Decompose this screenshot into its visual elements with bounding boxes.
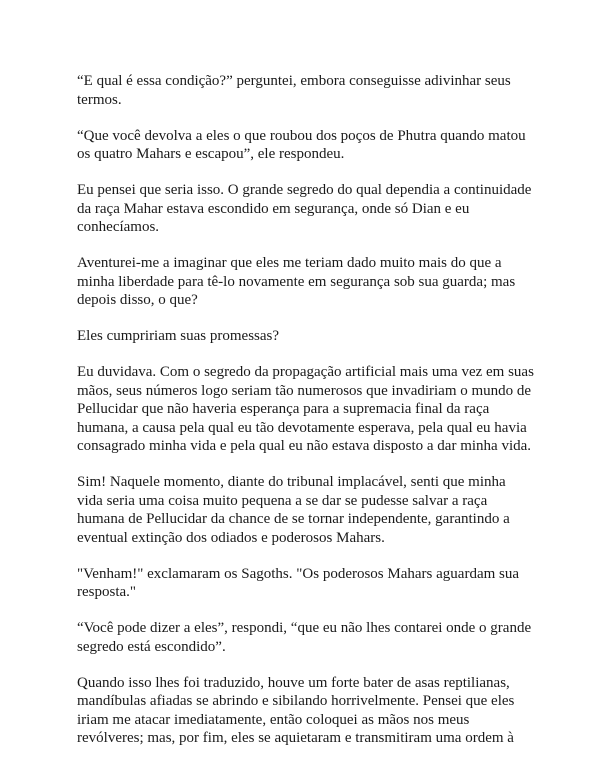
text-line: revólveres; mas, por fim, eles se aquietaram e transmitiram uma ordem à [77, 730, 514, 746]
text-line: Pellucidar que não haveria esperança para a supremacia final da raça [77, 401, 490, 417]
text-line: “Você pode dizer a eles”, respondi, “que eu não lhes contarei onde o grande [77, 620, 532, 636]
text-line: “E qual é essa condição?” perguntei, embora conseguisse adivinhar seus [77, 73, 511, 89]
paragraph-9 [77, 619, 547, 656]
text-line: iriam me atacar imediatamente, então coloquei as mãos nos meus [77, 711, 470, 728]
text-line: da raça Mahar estava escondido em segurança, onde só Dian e eu [77, 200, 470, 217]
paragraph-6 [77, 363, 547, 456]
text-line: humana, a causa pela qual eu tão devotamente esperava, pela qual eu havia [77, 419, 527, 436]
paragraph-5 [77, 327, 547, 346]
text-line: mandíbulas afiadas se abrindo e sibilando horrivelmente. Pensei que eles [77, 693, 515, 709]
text-line: Eles cumpririam suas promessas? [77, 328, 280, 344]
text-line: os quatro Mahars e escapou”, ele respondeu. [77, 146, 345, 162]
paragraph-3 [77, 181, 547, 237]
text-line: termos. [77, 91, 122, 108]
text-line: Quando isso lhes foi traduzido, houve um forte bater de asas reptilianas, [77, 674, 510, 691]
text-line: minha liberdade para tê-lo novamente em segurança sob sua guarda; mas [77, 273, 516, 290]
paragraph-2 [77, 127, 547, 164]
text-line: depois disso, o que? [77, 292, 198, 308]
paragraph-4 [77, 254, 547, 310]
text-line: conhecíamos. [77, 219, 160, 235]
text-line: Eu duvidava. Com o segredo da propagação artificial mais uma vez em suas [77, 364, 534, 380]
body-text [77, 72, 547, 765]
text-line: "Venham!" exclamaram os Sagoths. "Os poderosos Mahars aguardam sua [77, 565, 520, 582]
text-line: eventual extinção dos odiados e poderosos Mahars. [77, 529, 385, 546]
text-line: humana de Pellucidar da chance de se tornar independente, garantindo a [77, 511, 510, 527]
text-line: vida seria uma coisa muito pequena a se dar se pudesse salvar a raça [77, 492, 488, 509]
paragraph-10 [77, 674, 547, 748]
text-line: Eu pensei que seria isso. O grande segredo do qual dependia a continuidade [77, 182, 532, 198]
text-line: consagrado minha vida e pela qual eu não estava disposto a dar minha vida. [77, 438, 532, 454]
text-line: mãos, seus números logo seriam tão numerosos que invadiriam o mundo de [77, 382, 532, 399]
text-line: segredo está escondido”. [77, 638, 226, 655]
text-line: “Que você devolva a eles o que roubou dos poços de Phutra quando matou [77, 127, 526, 144]
text-line: Sim! Naquele momento, diante do tribunal implacável, senti que minha [77, 474, 506, 490]
paragraph-8 [77, 565, 547, 602]
paragraph-1 [77, 72, 547, 109]
text-line: resposta." [77, 584, 137, 600]
paragraph-7 [77, 473, 547, 547]
text-line: Aventurei-me a imaginar que eles me teriam dado muito mais do que a [77, 255, 502, 271]
